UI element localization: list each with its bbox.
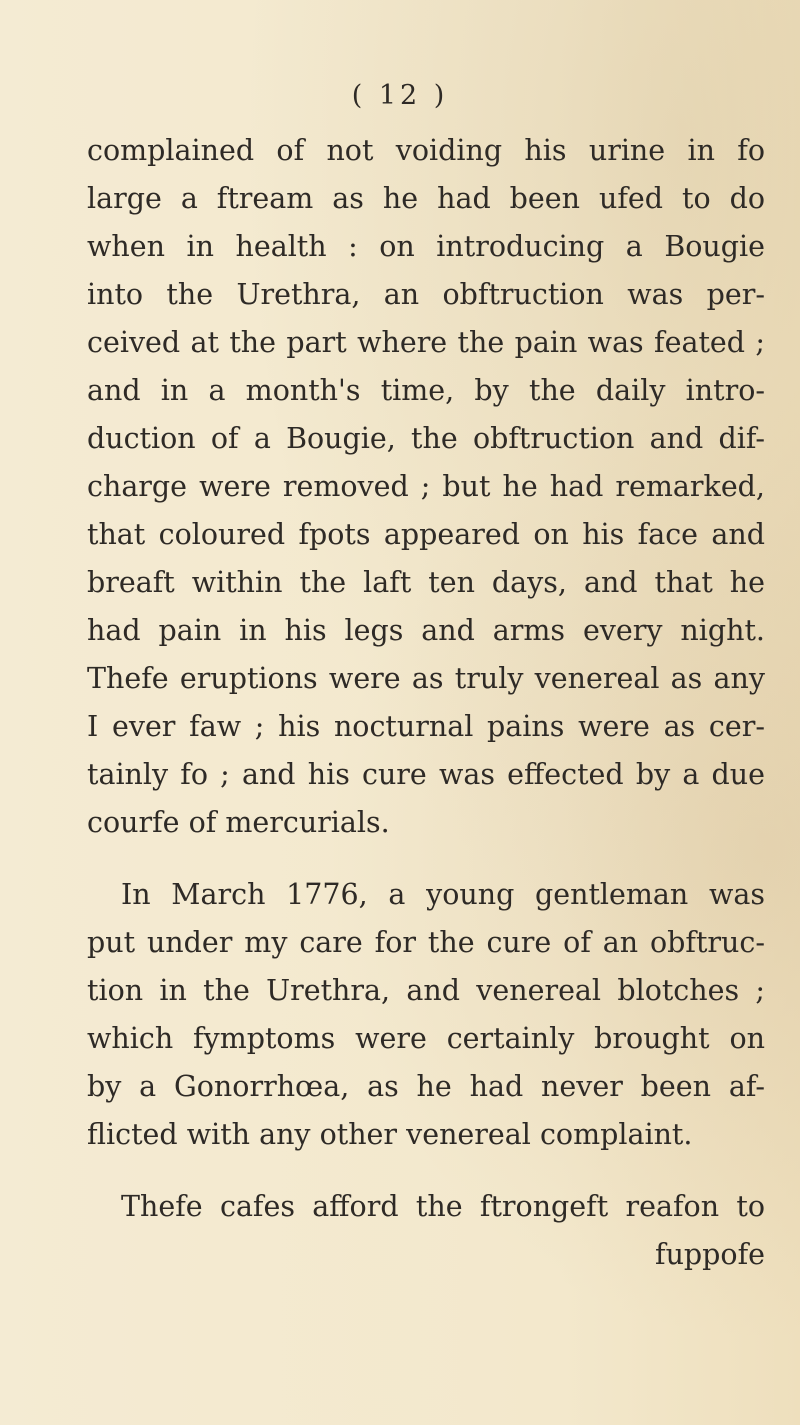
text-line: that coloured fpots appeared on his face and xyxy=(87,518,765,551)
text-line: charge were removed ; but he had remarked, xyxy=(87,470,765,503)
text-line: tion in the Urethra, and venereal blotches ; xyxy=(87,974,765,1007)
text-line: ceived at the part where the pain was feated ; xyxy=(87,326,765,359)
text-line: and in a month's time, by the daily intro- xyxy=(87,374,765,407)
paragraph xyxy=(87,1183,765,1231)
catchword: fuppofe xyxy=(655,1238,765,1271)
paragraph xyxy=(87,871,765,1159)
text-line: Thefe eruptions were as truly venereal as any xyxy=(87,662,765,695)
text-line: had pain in his legs and arms every night. xyxy=(87,614,765,647)
text-line: I ever faw ; his nocturnal pains were as cer- xyxy=(87,710,765,743)
text-line: breaft within the laft ten days, and that he xyxy=(87,566,765,599)
text-line: courfe of mercurials. xyxy=(87,806,390,839)
paragraph-gap xyxy=(87,1159,765,1183)
text-line: flicted with any other venereal complaint. xyxy=(87,1118,693,1151)
paragraph-gap xyxy=(87,847,765,871)
text-line: tainly fo ; and his cure was effected by a due xyxy=(87,758,765,791)
text-line: In March 1776, a young gentleman was xyxy=(121,878,765,911)
text-line: duction of a Bougie, the obftruction and dif- xyxy=(87,422,765,455)
text-line: by a Gonorrhœa, as he had never been af- xyxy=(87,1070,765,1103)
body-text xyxy=(87,127,765,1279)
paragraph xyxy=(87,127,765,847)
text-line: put under my care for the cure of an obftruc- xyxy=(87,926,765,959)
text-line: complained of not voiding his urine in fo xyxy=(87,134,765,167)
page-number: ( 12 ) xyxy=(351,80,449,111)
text-line: when in health : on introducing a Bougie xyxy=(87,230,765,263)
text-line: Thefe cafes afford the ftrongeft reafon to xyxy=(121,1190,765,1223)
text-line: large a ftream as he had been ufed to do xyxy=(87,182,765,215)
text-line: into the Urethra, an obftruction was per- xyxy=(87,278,765,311)
text-line: which fymptoms were certainly brought on xyxy=(87,1022,765,1055)
